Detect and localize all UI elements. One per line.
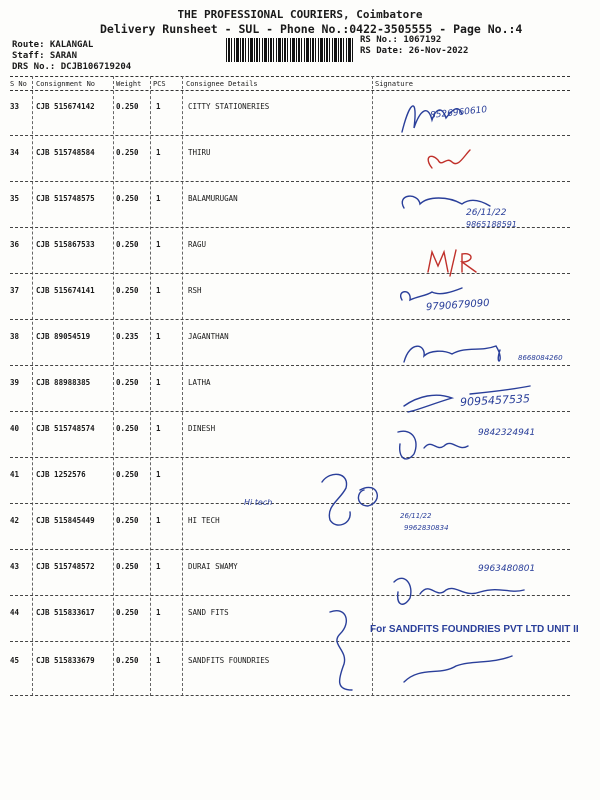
row-consignment: CJB 88988385 — [36, 378, 91, 387]
row-consignment: CJB 89054519 — [36, 332, 91, 341]
col-pcs: PCS — [153, 80, 166, 88]
row-weight: 0.250 — [116, 470, 139, 479]
row-sno: 38 — [10, 332, 20, 341]
row-consignee: CITTY STATIONERIES — [188, 102, 270, 111]
row-weight: 0.250 — [116, 424, 139, 433]
row-weight: 0.250 — [116, 516, 139, 525]
row-weight: 0.250 — [116, 562, 139, 571]
col-consignee: Consignee Details — [186, 80, 258, 88]
row-divider — [10, 595, 570, 596]
row-consignee: DINESH — [188, 424, 216, 433]
row-sno: 36 — [10, 240, 20, 249]
row-sno: 43 — [10, 562, 20, 571]
row-weight: 0.250 — [116, 240, 139, 249]
handwritten-phone: 9790679090 — [425, 297, 490, 314]
row-pcs: 1 — [156, 148, 161, 157]
row-divider — [10, 365, 570, 366]
handwritten-phone: 8668084260 — [518, 354, 563, 362]
handwritten-phone: 8526960610 — [429, 105, 488, 121]
row-pcs: 1 — [156, 378, 161, 387]
row-divider — [10, 641, 570, 642]
table-row — [0, 322, 600, 366]
row-divider — [10, 135, 570, 136]
runsheet-subtitle: Delivery Runsheet - SUL - Phone No.:0422-3505555 - Page No.:4 — [100, 22, 523, 36]
row-pcs: 1 — [156, 424, 161, 433]
row-consignee: JAGANTHAN — [188, 332, 229, 341]
row-consignee: SANDFITS FOUNDRIES — [188, 656, 270, 665]
row-weight: 0.250 — [116, 656, 139, 665]
row-sno: 35 — [10, 194, 20, 203]
row-consignee: BALAMURUGAN — [188, 194, 238, 203]
row-consignee: DURAI SWAMY — [188, 562, 238, 571]
table-row — [0, 92, 600, 136]
row-consignee: RSH — [188, 286, 202, 295]
row-pcs: 1 — [156, 194, 161, 203]
row-pcs: 1 — [156, 240, 161, 249]
row-divider — [10, 319, 570, 320]
row-pcs: 1 — [156, 608, 161, 617]
row-consignee: HI TECH — [188, 516, 220, 525]
drs-number: DRS No.: DCJB106719204 — [12, 62, 132, 72]
runsheet-title: THE PROFESSIONAL COURIERS, Coimbatore — [177, 8, 423, 21]
handwritten-note: Hi tech — [244, 498, 273, 507]
row-consignment: CJB 515748584 — [36, 148, 95, 157]
table-row — [0, 598, 600, 642]
rs-number: RS No.: 1067192 — [360, 35, 442, 45]
row-divider — [10, 503, 570, 504]
route-label: Route: KALANGAL — [12, 40, 94, 50]
row-pcs: 1 — [156, 102, 161, 111]
table-row — [0, 460, 600, 504]
handwritten-mark — [470, 252, 472, 253]
row-pcs: 1 — [156, 286, 161, 295]
row-consignment: CJB 515845449 — [36, 516, 95, 525]
handwritten-phone: 9865188591 — [466, 220, 517, 229]
row-pcs: 1 — [156, 516, 161, 525]
table-row — [0, 646, 600, 696]
row-weight: 0.250 — [116, 102, 139, 111]
header-divider-top — [10, 76, 570, 77]
table-row — [0, 552, 600, 596]
row-sno: 41 — [10, 470, 20, 479]
handwritten-phone: 9095457535 — [459, 392, 531, 409]
row-pcs: 1 — [156, 332, 161, 341]
row-divider — [10, 273, 570, 274]
row-pcs: 1 — [156, 656, 161, 665]
row-sno: 33 — [10, 102, 20, 111]
row-weight: 0.250 — [116, 194, 139, 203]
row-consignment: CJB 515748574 — [36, 424, 95, 433]
row-divider — [10, 695, 570, 696]
row-consignee: RAGU — [188, 240, 207, 249]
row-consignment: CJB 515674141 — [36, 286, 95, 295]
row-pcs: 1 — [156, 470, 161, 479]
staff-label: Staff: SARAN — [12, 51, 78, 61]
handwritten-date: 26/11/22 — [466, 208, 507, 218]
row-weight: 0.235 — [116, 332, 139, 341]
col-consignment: Consignment No — [36, 80, 96, 88]
row-sno: 39 — [10, 378, 20, 387]
col-sno: S No — [10, 80, 27, 88]
row-sno: 40 — [10, 424, 20, 433]
row-consignment: CJB 515833679 — [36, 656, 95, 665]
row-divider — [10, 181, 570, 182]
row-consignment: CJB 515748575 — [36, 194, 95, 203]
row-divider — [10, 411, 570, 412]
row-weight: 0.250 — [116, 378, 139, 387]
company-stamp: For SANDFITS FOUNDRIES PVT LTD UNIT II — [370, 624, 579, 635]
row-consignee: LATHA — [188, 378, 211, 387]
row-sno: 44 — [10, 608, 20, 617]
table-row — [0, 230, 600, 274]
row-weight: 0.250 — [116, 608, 139, 617]
row-sno: 37 — [10, 286, 20, 295]
handwritten-phone: 9842324941 — [478, 428, 536, 438]
row-sno: 45 — [10, 656, 20, 665]
row-sno: 42 — [10, 516, 20, 525]
row-divider — [10, 549, 570, 550]
col-signature: Signature — [375, 80, 413, 88]
row-consignee: SAND FITS — [188, 608, 229, 617]
row-consignment: CJB 1252576 — [36, 470, 86, 479]
handwritten-date: 26/11/22 — [400, 512, 432, 520]
row-sno: 34 — [10, 148, 20, 157]
rs-date: RS Date: 26-Nov-2022 — [360, 46, 469, 56]
table-row — [0, 276, 600, 320]
row-consignment: CJB 515748572 — [36, 562, 95, 571]
row-weight: 0.250 — [116, 148, 139, 157]
row-consignment: CJB 515674142 — [36, 102, 95, 111]
row-consignment: CJB 515867533 — [36, 240, 95, 249]
row-consignee: THIRU — [188, 148, 211, 157]
barcode — [226, 38, 354, 62]
table-row — [0, 506, 600, 550]
handwritten-phone: 9963480801 — [478, 564, 536, 574]
row-pcs: 1 — [156, 562, 161, 571]
col-weight: Weight — [116, 80, 142, 88]
header-divider — [10, 90, 570, 91]
handwritten-phone: 9962830834 — [404, 524, 449, 532]
row-divider — [10, 457, 570, 458]
row-consignment: CJB 515833617 — [36, 608, 95, 617]
row-weight: 0.250 — [116, 286, 139, 295]
table-row — [0, 138, 600, 182]
